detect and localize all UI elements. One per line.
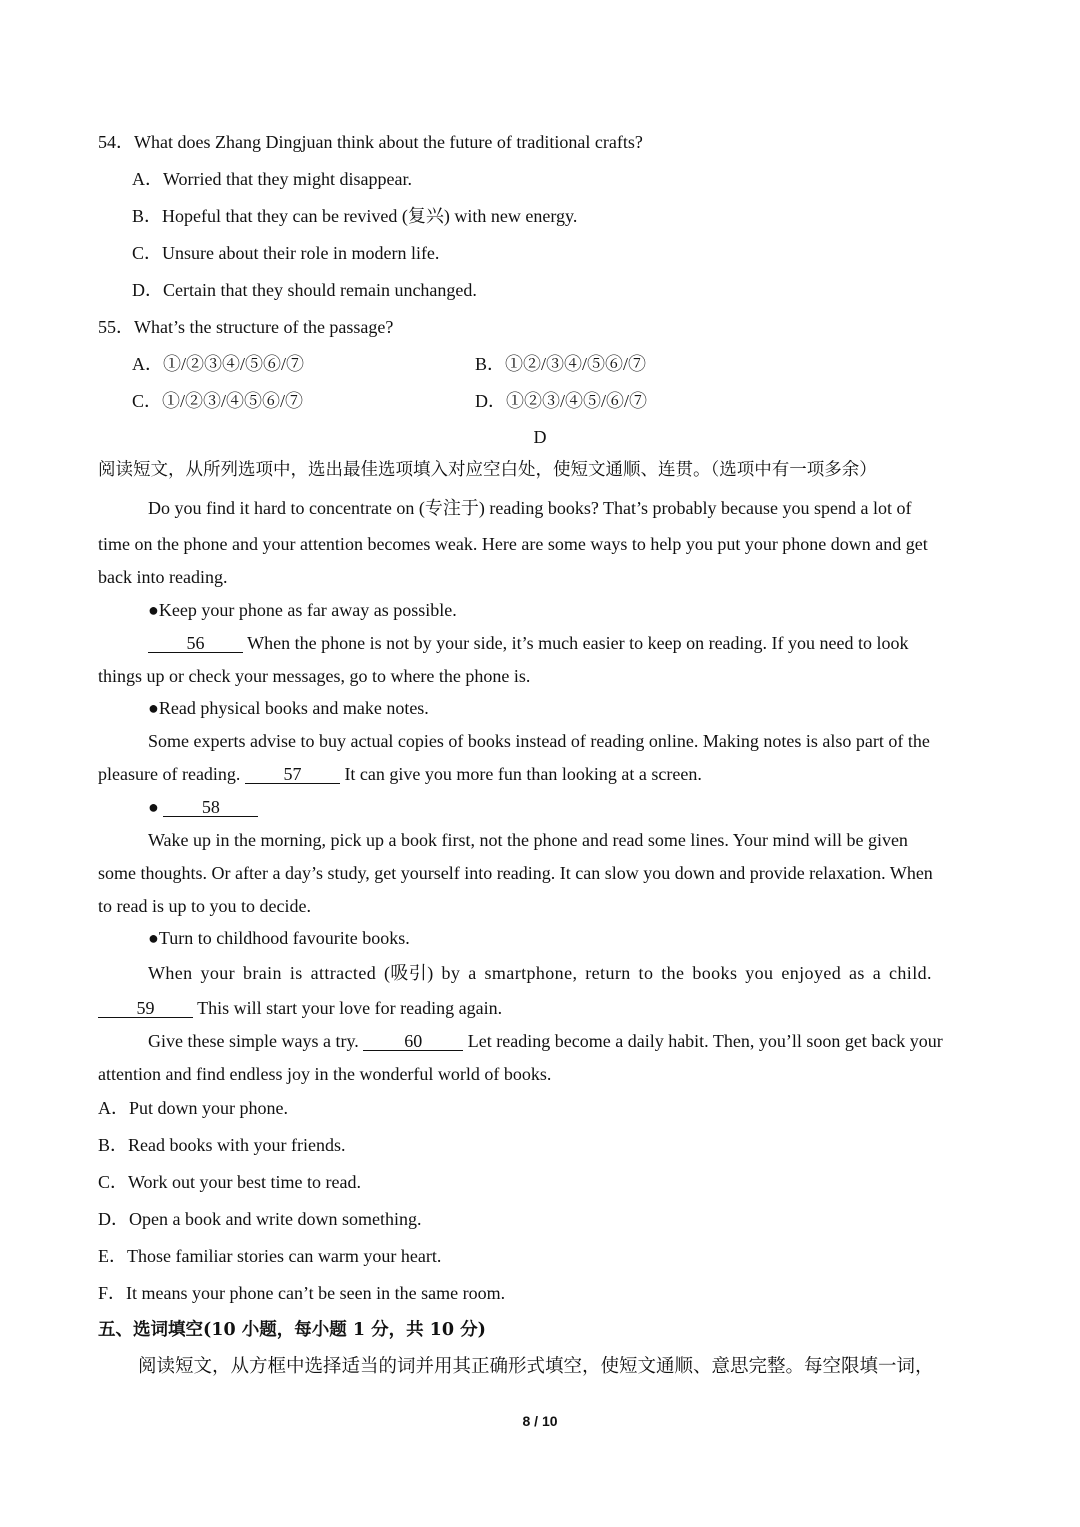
question-55: 55．What’s the structure of the passage?: [98, 317, 394, 337]
question-54: 54．What does Zhang Dingjuan think about the future of traditional crafts?: [98, 132, 643, 152]
paragraph-60-post: Let reading become a daily habit. Then, you’ll soon get back your: [463, 1031, 943, 1051]
paragraph-57-line-2: [98, 763, 702, 785]
paragraph-59-line-2: [98, 997, 502, 1019]
paragraph-58-line-3: to read is up to you to decide.: [98, 896, 311, 916]
blank-60[interactable]: 60: [363, 1032, 463, 1051]
paragraph-56-text: When the phone is not by your side, it’s much easier to keep on reading. If you need to look: [243, 633, 909, 653]
paragraph-56-line-2: things up or check your messages, go to where the phone is.: [98, 666, 531, 686]
q55-option-b: B．①②/③④/⑤⑥/⑦: [475, 354, 647, 374]
blank-57[interactable]: 57: [245, 765, 340, 784]
passage-intro-line-2: time on the phone and your attention becomes weak. Here are some ways to help you put your phone down and get: [98, 534, 928, 554]
blank-56[interactable]: 56: [148, 634, 243, 653]
paragraph-58-line-1: Wake up in the morning, pick up a book first, not the phone and read some lines. Your mind will be given: [148, 830, 908, 850]
section-5-heading: 五、选词填空(10 小题，每小题 1 分，共 10 分): [98, 1320, 486, 1340]
bullet-keep-phone-away: ●Keep your phone as far away as possible.: [148, 600, 457, 620]
paragraph-57-line-1: Some experts advise to buy actual copies of books instead of reading online. Making notes is also part of the: [148, 731, 930, 751]
q54-option-d: D．Certain that they should remain unchanged.: [132, 280, 477, 300]
passage-intro-line-3: back into reading.: [98, 567, 228, 587]
paragraph-60-line-2: attention and find endless joy in the wonderful world of books.: [98, 1064, 552, 1084]
section-d-label: D: [533, 427, 547, 447]
bullet-58: [148, 796, 258, 818]
paragraph-60-pre: Give these simple ways a try.: [148, 1031, 364, 1051]
paragraph-56-line-1: [148, 632, 909, 654]
choice-a: A．Put down your phone.: [98, 1098, 288, 1118]
choice-d: D．Open a book and write down something.: [98, 1209, 422, 1229]
paragraph-57-post: It can give you more fun than looking at a screen.: [339, 764, 702, 784]
q55-option-a: A．①/②③④/⑤⑥/⑦: [132, 354, 305, 374]
choice-f: F．It means your phone can’t be seen in the same room.: [98, 1283, 506, 1303]
q54-option-c: C．Unsure about their role in modern life.: [132, 243, 440, 263]
bullet-58-mark: ●: [148, 797, 164, 817]
paragraph-59-post: This will start your love for reading again.: [193, 998, 503, 1018]
paragraph-58-line-2: some thoughts. Or after a day’s study, get yourself into reading. It can slow you down and provide relaxation. When: [98, 863, 933, 883]
bullet-childhood-books: ●Turn to childhood favourite books.: [148, 928, 410, 948]
choice-b: B．Read books with your friends.: [98, 1135, 346, 1155]
choice-e: E．Those familiar stories can warm your heart.: [98, 1246, 442, 1266]
q55-option-c: C．①/②③/④⑤⑥/⑦: [132, 391, 304, 411]
paragraph-59-line-1: When your brain is attracted (吸引) by a smartphone, return to the books you enjoyed as a child.: [148, 963, 932, 983]
paragraph-60-line-1: [148, 1030, 943, 1052]
page-number: 8 / 10: [522, 1413, 558, 1429]
bullet-physical-books: ●Read physical books and make notes.: [148, 698, 429, 718]
section-5-instruction: 阅读短文，从方框中选择适当的词并用其正确形式填空，使短文通顺、意思完整。每空限填一词，: [138, 1356, 934, 1377]
q54-option-a: A．Worried that they might disappear.: [132, 169, 412, 189]
q55-option-d: D．①②③/④⑤/⑥/⑦: [475, 391, 648, 411]
q54-option-b: B．Hopeful that they can be revived (复兴) with new energy.: [132, 206, 578, 226]
paragraph-57-pre: pleasure of reading.: [98, 764, 245, 784]
passage-intro-line-1: Do you find it hard to concentrate on (专注于) reading books? That’s probably because you spend a lot of: [148, 498, 912, 518]
choice-c: C．Work out your best time to read.: [98, 1172, 362, 1192]
blank-59[interactable]: 59: [98, 999, 193, 1018]
blank-58[interactable]: 58: [163, 798, 258, 817]
section-d-instruction: 阅读短文，从所列选项中，选出最佳选项填入对应空白处，使短文通顺、连贯。（选项中有一项多余）: [98, 460, 877, 480]
